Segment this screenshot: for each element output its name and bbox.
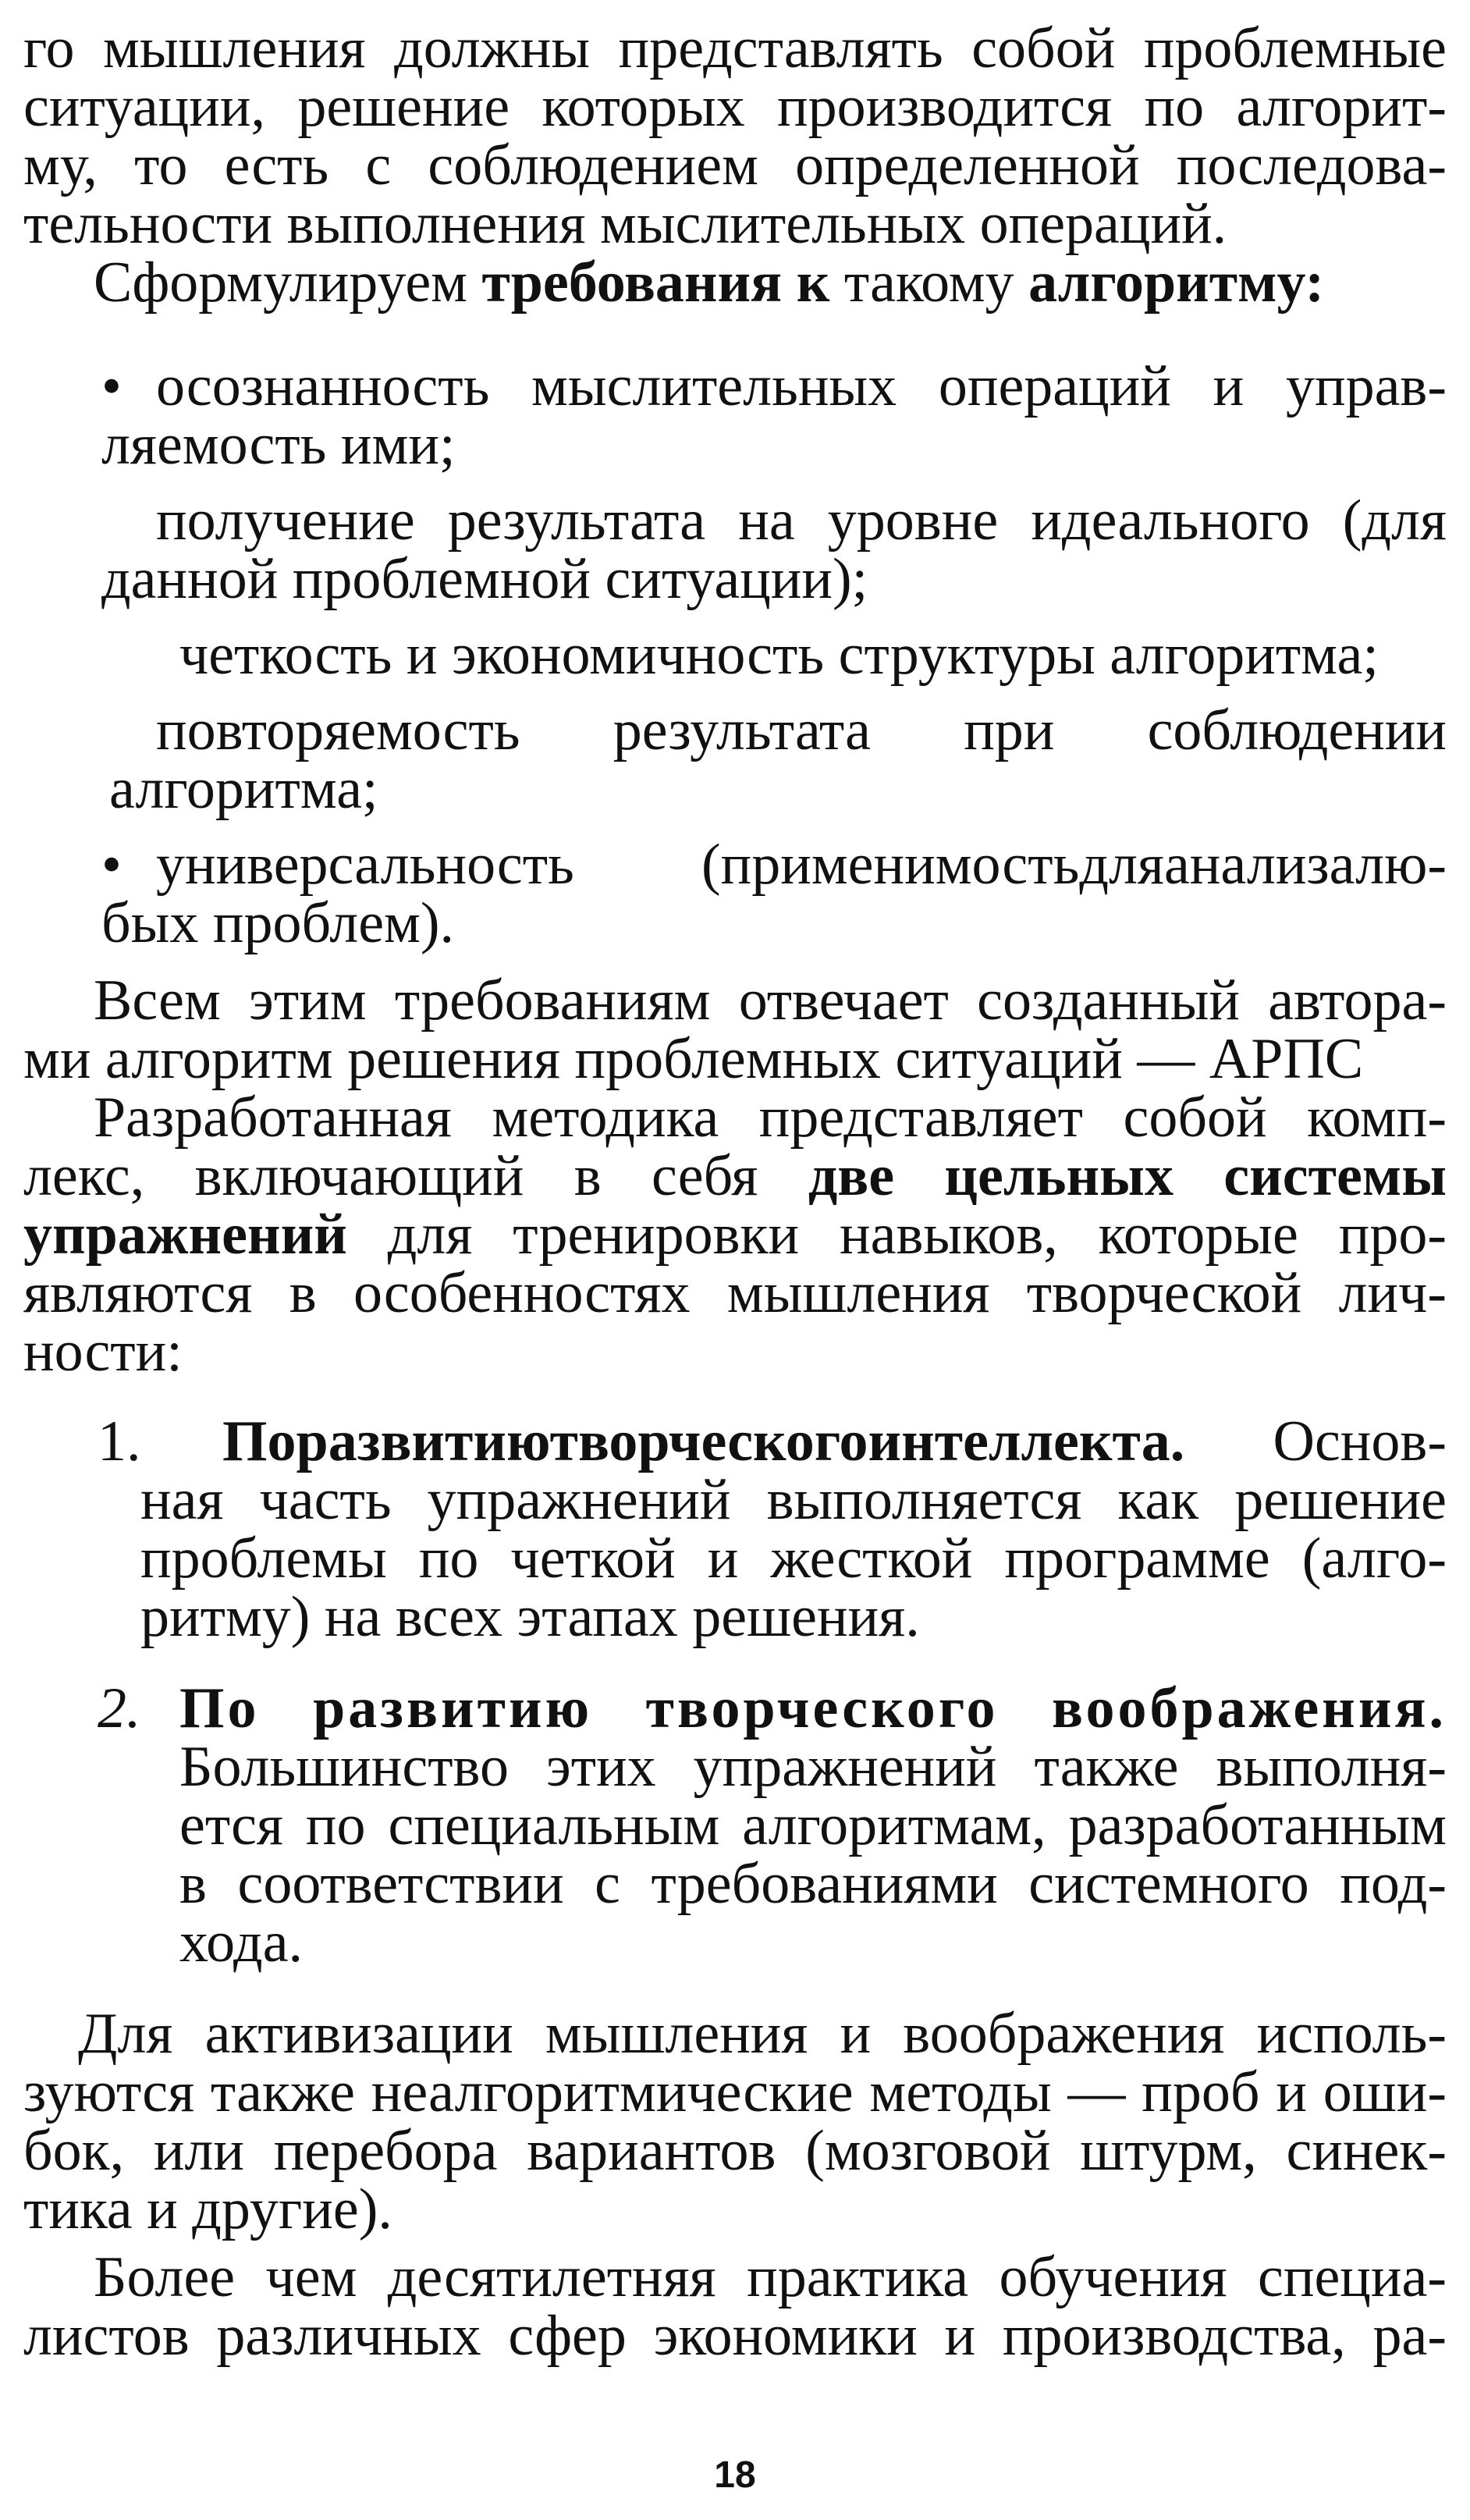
numbered-item bbox=[23, 1676, 1447, 1974]
text-line: ляемость ими; bbox=[101, 413, 456, 477]
list-item bbox=[23, 833, 1447, 955]
text-line: бых проблем). bbox=[101, 891, 455, 955]
text-line: являются в особенностях мышления творческой лич- bbox=[23, 1261, 1447, 1325]
text-line: го мышления должны представлять собой проблемные bbox=[23, 16, 1447, 80]
text-line: Большинство этих упражнений также выполня- bbox=[179, 1735, 1447, 1799]
bullet-icon: • bbox=[101, 354, 122, 418]
text-line: четкость и экономичность структуры алгоритма; bbox=[179, 623, 1379, 687]
text-span: для тренировки навыков, которые про- bbox=[346, 1203, 1447, 1267]
text-line: Всем этим требованиям отвечает созданный автора- bbox=[94, 969, 1447, 1033]
text-line: осознанность мыслительных операций и управ- bbox=[156, 354, 1447, 418]
bullet-icon: • bbox=[101, 833, 122, 897]
paragraph-method bbox=[23, 1086, 1447, 1384]
text-span: Сформулируем bbox=[94, 251, 482, 315]
bold-term: упражнений bbox=[23, 1203, 347, 1267]
text-line: му, то есть с соблюдением определенной последова- bbox=[23, 133, 1447, 197]
paragraph-intro bbox=[23, 16, 1447, 256]
text-line bbox=[179, 1676, 1447, 1740]
list-item bbox=[23, 623, 1447, 687]
text-line bbox=[23, 1144, 1447, 1208]
text-line: тельности выполнения мыслительных операций. bbox=[23, 192, 1227, 256]
paragraph-activation bbox=[23, 2002, 1447, 2241]
list-item bbox=[23, 354, 1447, 477]
text-line: Разработанная методика представляет собой комп- bbox=[94, 1086, 1447, 1150]
paragraph-practice bbox=[23, 2245, 1447, 2368]
text-line: ности: bbox=[23, 1320, 183, 1384]
text-line: универсальность (применимостьдляанализалю- bbox=[156, 833, 1447, 897]
text-line: повторяемость результата при соблюдении bbox=[156, 698, 1447, 762]
bold-term: две цельных системы bbox=[808, 1144, 1447, 1208]
text-line: ситуации, решение которых производится по алгорит- bbox=[23, 75, 1447, 139]
text-line: Более чем десятилетняя практика обучения специа- bbox=[94, 2245, 1447, 2309]
text-line: получение результата на уровне идеального (для bbox=[156, 489, 1447, 553]
text-line: проблемы по четкой и жесткой программе (алго- bbox=[140, 1527, 1447, 1591]
list-item bbox=[23, 698, 1447, 821]
text-line: листов различных сфер экономики и производства, ра- bbox=[23, 2304, 1447, 2368]
page-number: 18 bbox=[714, 2454, 756, 2496]
text-line: в соответствии с требованиями системного под- bbox=[179, 1852, 1447, 1916]
bold-term: По развитию творческого воображения. bbox=[179, 1676, 1447, 1740]
text-line bbox=[222, 1409, 1447, 1473]
text-line: хода. bbox=[179, 1910, 304, 1974]
text-line: алгоритма; bbox=[109, 757, 378, 821]
item-number: 2. bbox=[98, 1676, 141, 1740]
text-span: лекс, включающий в себя bbox=[23, 1144, 808, 1208]
text-line: Для активизации мышления и воображения исполь- bbox=[78, 2002, 1447, 2066]
text-line: тика и другие). bbox=[23, 2177, 392, 2241]
text-line: ритму) на всех этапах решения. bbox=[140, 1585, 920, 1649]
paragraph-answer bbox=[23, 969, 1447, 1091]
text-line: данной проблемной ситуации); bbox=[101, 547, 868, 611]
text-line bbox=[23, 1203, 1447, 1267]
text-line: ми алгоритм решения проблемных ситуаций — АРПС bbox=[23, 1027, 1364, 1091]
bold-term: требования к bbox=[481, 251, 830, 315]
bold-term: Поразвитиютворческогоинтеллекта. bbox=[222, 1409, 1185, 1473]
item-number: 1. bbox=[98, 1409, 141, 1473]
text-line: ется по специальным алгоритмам, разработанным bbox=[179, 1793, 1447, 1857]
text-line: зуются также неалгоритмические методы — проб и оши- bbox=[23, 2060, 1447, 2124]
page-body bbox=[23, 16, 1447, 2368]
text-line: ная часть упражнений выполняется как решение bbox=[140, 1468, 1447, 1532]
numbered-item bbox=[23, 1409, 1447, 1649]
requirements-list bbox=[23, 354, 1447, 955]
list-item bbox=[23, 489, 1447, 611]
bold-term: алгоритму: bbox=[1028, 251, 1325, 315]
text-span: такому bbox=[829, 251, 1029, 315]
text-span: Основ- bbox=[1184, 1409, 1447, 1473]
text-line: бок, или перебора вариантов (мозговой штурм, синек- bbox=[23, 2119, 1447, 2183]
systems-list bbox=[23, 1409, 1447, 1974]
paragraph-requirements bbox=[23, 251, 1447, 315]
